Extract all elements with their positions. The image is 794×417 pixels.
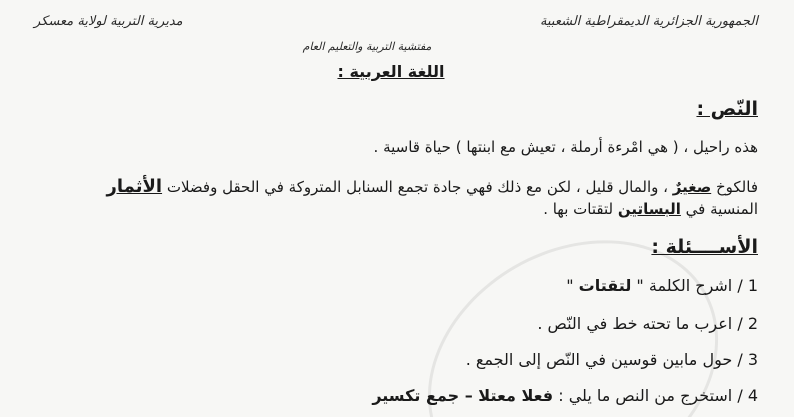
text-section-title-row xyxy=(696,98,758,120)
subject-title-text: اللغة العربية : xyxy=(337,62,445,81)
question-1 xyxy=(566,276,758,295)
questions-title-row xyxy=(651,236,758,258)
watermark-ring xyxy=(381,189,764,417)
text-line-3-end: لتقتات بها . xyxy=(543,200,618,218)
text-line-1: هذه راحيل ، ( هي امْرءة أرملة ، تعيش مع ابنتها ) حياة قاسية . xyxy=(373,138,758,156)
text-line-3-start: المنسية في xyxy=(680,200,758,218)
question-1-word: لتقتات xyxy=(578,276,632,295)
text-line-2 xyxy=(107,176,758,197)
question-4 xyxy=(372,386,758,405)
text-line-3 xyxy=(543,200,758,218)
question-4-items: فعلا معتلا – جمع تكسير xyxy=(372,386,554,405)
header-country: الجمهورية الجزائرية الديمقراطية الشعبية xyxy=(540,14,758,29)
text-line-2-middle: ، والمال قليل ، لكن مع ذلك فهي جادة تجمع السنابل المتروكة في الحقل وفضلات xyxy=(162,178,673,196)
question-4-text: 4 / استخرج من النص ما يلي : xyxy=(553,386,758,405)
text-section-title: النّص : xyxy=(696,98,758,120)
underlined-word-3: البساتين xyxy=(617,200,681,218)
header-directorate: مديرية التربية لولاية معسكر xyxy=(34,14,183,29)
subject-title xyxy=(0,62,788,81)
questions-title: الأســــئلة : xyxy=(651,236,758,258)
underlined-word-2: الأثمار xyxy=(106,176,163,197)
question-2: 2 / اعرب ما تحته خط في النّص . xyxy=(537,314,758,333)
question-1-text: 1 / اشرح الكلمة " xyxy=(631,276,758,295)
text-line-2-start: فالكوخ xyxy=(711,178,758,196)
underlined-word-1: صغيرٌ xyxy=(672,178,712,196)
question-1-end: " xyxy=(566,276,579,295)
question-3: 3 / حول مابين قوسين في النّص إلى الجمع . xyxy=(465,350,758,369)
header-inspectorate: مفتشية التربية والتعليم العام xyxy=(302,40,432,53)
